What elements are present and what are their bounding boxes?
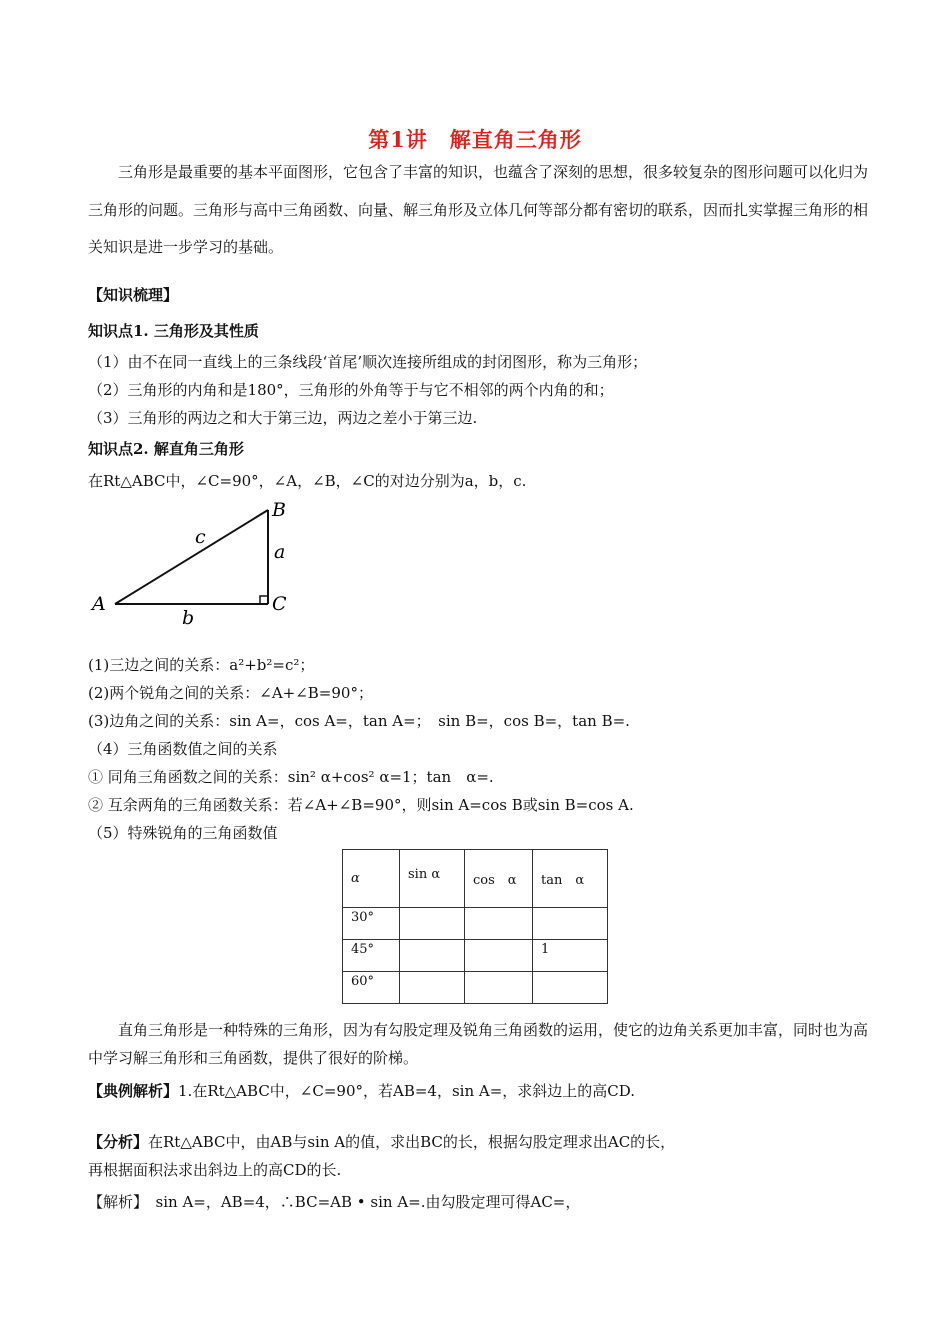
table-cell: 45°	[343, 940, 400, 972]
table-cell	[400, 908, 465, 940]
kp1-title: 知识点1. 三角形及其性质	[88, 322, 259, 340]
relation-3: (3)边角之间的关系：sin A=，cos A=，tan A=； sin B=，cos B=，tan B=.	[88, 712, 630, 730]
solution-line	[88, 1191, 580, 1212]
side-a-label: a	[274, 541, 286, 563]
right-triangle-figure	[88, 496, 308, 630]
side-b-label: b	[182, 607, 195, 629]
kp1-item-1: （1）由不在同一直线上的三条线段‘首尾’顺次连接所组成的封闭图形，称为三角形；	[88, 353, 648, 371]
table-cell	[465, 940, 533, 972]
table-header-alpha: α	[343, 850, 400, 908]
analysis-text-1: 在Rt△ABC中，由AB与sin A的值，求出BC的长，根据勾股定理求出AC的长，	[148, 1133, 676, 1151]
table-row	[343, 940, 608, 972]
relation-4b: ② 互余两角的三角函数关系：若∠A+∠B=90°，则sin A=cos B或sin B=cos A.	[88, 796, 634, 814]
table-cell: 60°	[343, 972, 400, 1004]
relation-4a: ① 同角三角函数之间的关系：sin² α+cos² α=1；tan α=.	[88, 768, 494, 786]
relation-1: (1)三边之间的关系：a²+b²=c²；	[88, 656, 315, 674]
analysis-line-1	[88, 1131, 675, 1152]
table-cell	[400, 940, 465, 972]
solution-label: 【解析】	[88, 1193, 141, 1211]
table-cell	[533, 908, 608, 940]
vertex-C-label: C	[272, 593, 287, 615]
summary-paragraph: 直角三角形是一种特殊的三角形，因为有勾股定理及锐角三角函数的运用，使它的边角关系更加丰富，同时也为高中学习解三角形和三角函数，提供了很好的阶梯。	[88, 1021, 869, 1067]
vertex-A-label: A	[92, 593, 106, 615]
side-c-label: c	[195, 526, 206, 548]
hypotenuse-c	[115, 510, 268, 604]
relation-2: (2)两个锐角之间的关系：∠A+∠B=90°；	[88, 684, 373, 702]
table-header-sin: sin α	[400, 846, 465, 904]
analysis-line-2: 再根据面积法求出斜边上的高CD的长.	[88, 1161, 342, 1179]
example-line	[88, 1080, 635, 1101]
kp2-title: 知识点2. 解直角三角形	[88, 440, 244, 458]
table-row	[343, 972, 608, 1004]
kp2-intro: 在Rt△ABC中，∠C=90°，∠A，∠B，∠C的对边分别为a，b，c.	[88, 472, 527, 490]
table-cell	[400, 972, 465, 1004]
right-angle-mark	[260, 596, 268, 604]
table-row	[343, 908, 608, 940]
table-header-row	[343, 850, 608, 908]
relation-5: （5）特殊锐角的三角函数值	[88, 824, 278, 842]
table-cell: 30°	[343, 908, 400, 940]
relation-4: （4）三角函数值之间的关系	[88, 740, 278, 758]
solution-text: sin A=，AB=4，∴BC=AB • sin A=.由勾股定理可得AC=，	[140, 1193, 581, 1211]
page-title: 第1讲 解直角三角形	[368, 127, 582, 152]
analysis-label: 【分析】	[88, 1133, 149, 1151]
table-cell	[533, 972, 608, 1004]
kp1-item-2: （2）三角形的内角和是180°，三角形的外角等于与它不相邻的两个内角的和；	[88, 381, 614, 399]
table-cell: 1	[533, 940, 608, 972]
kp1-item-3: （3）三角形的两边之和大于第三边，两边之差小于第三边.	[88, 409, 478, 427]
table-cell	[465, 908, 533, 940]
table-header-cos: cos α	[465, 850, 533, 908]
table-header-tan: tan α	[533, 850, 608, 908]
example-text: 1.在Rt△ABC中，∠C=90°，若AB=4，sin A=，求斜边上的高CD.	[178, 1082, 636, 1100]
intro-paragraph: 三角形是最重要的基本平面图形，它包含了丰富的知识，也蕴含了深刻的思想，很多较复杂的图形问题可以化归为三角形的问题。三角形与高中三角函数、向量、解三角形及立体几何等部分都有密切的联系，因而扎实掌握三角形的相关知识是进一步学习的基础。	[88, 163, 869, 256]
special-angle-table	[342, 849, 608, 1004]
table-cell	[465, 972, 533, 1004]
vertex-B-label: B	[272, 499, 286, 521]
example-label: 【典例解析】	[88, 1082, 179, 1100]
section-header-knowledge: 【知识梳理】	[88, 286, 179, 304]
